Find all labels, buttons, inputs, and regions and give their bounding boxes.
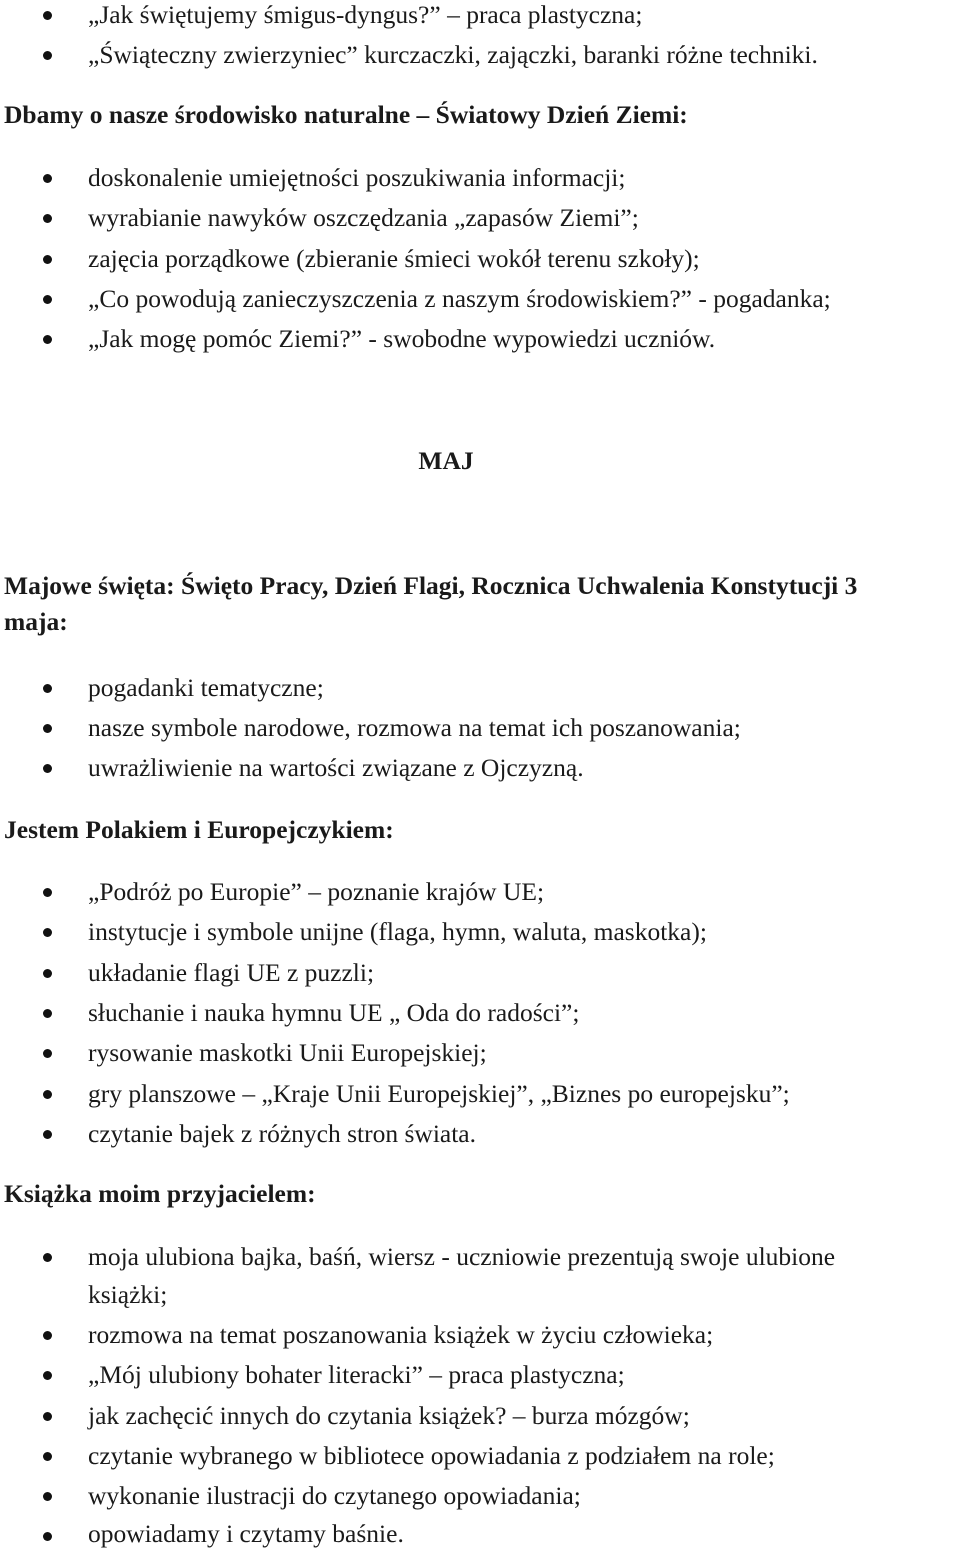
list-bullet	[43, 764, 52, 773]
list-bullet	[43, 1452, 52, 1461]
list-item: uwrażliwienie na wartości związane z Ojczyzną.	[88, 753, 584, 782]
list-item: czytanie wybranego w bibliotece opowiadania z podziałem na role;	[88, 1441, 775, 1470]
list-item: pogadanki tematyczne;	[88, 673, 324, 702]
list-bullet	[43, 335, 52, 344]
list-item: czytanie bajek z różnych stron świata.	[88, 1119, 477, 1148]
list-bullet	[43, 255, 52, 264]
list-item: „Świąteczny zwierzyniec” kurczaczki, zajączki, baranki różne techniki.	[88, 40, 818, 69]
list-item: gry planszowe – „Kraje Unii Europejskiej”, „Biznes po europejsku”;	[88, 1079, 790, 1108]
list-item: „Jak mogę pomóc Ziemi?” - swobodne wypowiedzi uczniów.	[88, 324, 716, 353]
month-title: MAJ	[418, 446, 474, 475]
list-item: „Co powodują zanieczyszczenia z naszym środowiskiem?” - pogadanka;	[88, 284, 831, 313]
list-item: doskonalenie umiejętności poszukiwania informacji;	[88, 163, 626, 192]
list-item: „Mój ulubiony bohater literacki” – praca plastyczna;	[88, 1360, 625, 1389]
list-bullet	[43, 295, 52, 304]
list-bullet	[43, 1253, 52, 1262]
section-heading-may-holidays-cont: maja:	[4, 607, 68, 636]
list-bullet	[43, 969, 52, 978]
list-item: zajęcia porządkowe (zbieranie śmieci wokół terenu szkoły);	[88, 244, 700, 273]
list-item: rozmowa na temat poszanowania książek w życiu człowieka;	[88, 1320, 714, 1349]
list-item: instytucje i symbole unijne (flaga, hymn, waluta, maskotka);	[88, 917, 707, 946]
list-bullet	[43, 1130, 52, 1139]
section-heading-books: Książka moim przyjacielem:	[4, 1179, 316, 1208]
list-item: „Podróż po Europie” – poznanie krajów UE;	[88, 877, 545, 906]
list-bullet	[43, 1090, 52, 1099]
list-item: słuchanie i nauka hymnu UE „ Oda do radości”;	[88, 998, 580, 1027]
list-bullet	[43, 1009, 52, 1018]
list-bullet	[43, 888, 52, 897]
section-heading-may-holidays: Majowe święta: Święto Pracy, Dzień Flagi, Rocznica Uchwalenia Konstytucji 3	[4, 571, 858, 600]
list-bullet	[43, 1049, 52, 1058]
list-item: jak zachęcić innych do czytania książek? – burza mózgów;	[88, 1401, 690, 1430]
list-bullet	[43, 214, 52, 223]
list-item: wykonanie ilustracji do czytanego opowiadania;	[88, 1481, 581, 1510]
list-bullet	[43, 174, 52, 183]
section-heading-europe: Jestem Polakiem i Europejczykiem:	[4, 815, 394, 844]
list-bullet	[43, 1331, 52, 1340]
list-bullet	[43, 928, 52, 937]
list-item: „Jak świętujemy śmigus-dyngus?” – praca plastyczna;	[88, 0, 643, 29]
list-item: nasze symbole narodowe, rozmowa na temat ich poszanowania;	[88, 713, 741, 742]
list-item: opowiadamy i czytamy baśnie.	[88, 1519, 404, 1548]
list-item-continuation: książki;	[88, 1280, 168, 1309]
list-item: układanie flagi UE z puzzli;	[88, 958, 375, 987]
section-heading-earth-day: Dbamy o nasze środowisko naturalne – Światowy Dzień Ziemi:	[4, 100, 688, 129]
list-item: moja ulubiona bajka, baśń, wiersz - uczniowie prezentują swoje ulubione	[88, 1242, 836, 1271]
list-bullet	[43, 1492, 52, 1501]
list-bullet	[43, 724, 52, 733]
list-item: rysowanie maskotki Unii Europejskiej;	[88, 1038, 487, 1067]
list-bullet	[43, 1412, 52, 1421]
list-bullet	[43, 51, 52, 60]
list-bullet	[43, 1532, 52, 1541]
list-bullet	[43, 11, 52, 20]
list-bullet	[43, 684, 52, 693]
list-item: wyrabianie nawyków oszczędzania „zapasów Ziemi”;	[88, 203, 639, 232]
list-bullet	[43, 1371, 52, 1380]
